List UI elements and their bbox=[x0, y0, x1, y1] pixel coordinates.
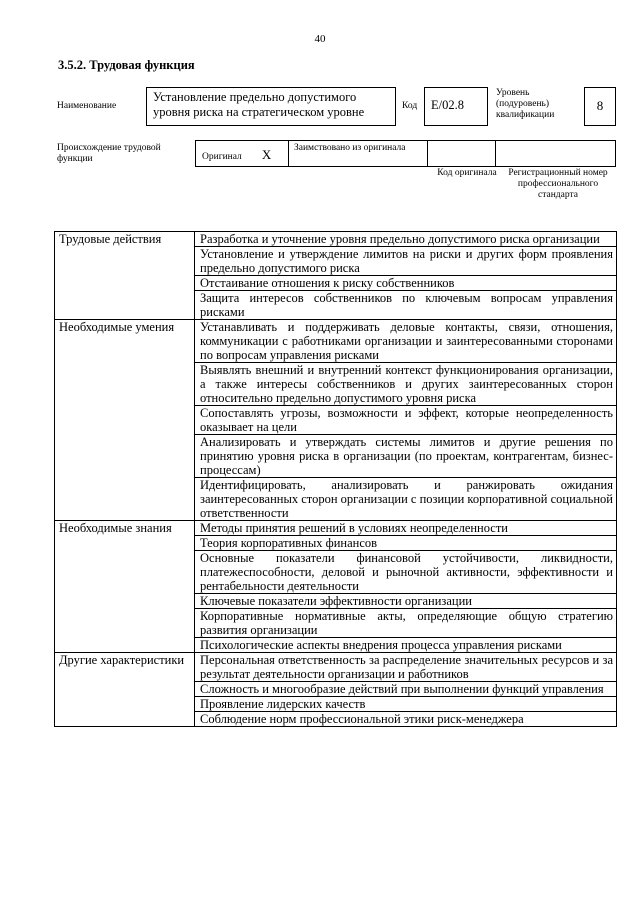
page-number: 40 bbox=[314, 33, 326, 45]
category-cell: Трудовые действия bbox=[55, 232, 195, 320]
origin-grid bbox=[195, 140, 616, 167]
function-code-box: E/02.8 bbox=[424, 87, 488, 126]
function-details-table bbox=[54, 231, 617, 727]
item-cell: Теория корпоративных финансов bbox=[195, 536, 617, 551]
item-cell: Ключевые показатели эффективности организации bbox=[195, 594, 617, 609]
origin-code-caption: Код оригинала bbox=[437, 168, 497, 178]
origin-original-mark: X bbox=[261, 147, 272, 162]
name-label: Наименование bbox=[57, 101, 117, 111]
category-cell: Необходимые знания bbox=[55, 521, 195, 653]
table-row bbox=[55, 653, 617, 682]
category-cell: Необходимые умения bbox=[55, 320, 195, 521]
qualification-level-box: 8 bbox=[584, 87, 616, 126]
origin-original-label: Оригинал bbox=[202, 152, 242, 162]
item-cell: Основные показатели финансовой устойчивости, ликвидности, платежеспособности, деловой и рыночной активности, эффективности и рентабельности деятельности bbox=[195, 551, 617, 594]
table-row bbox=[55, 320, 617, 363]
function-name-box: Установление предельно допустимого уровня риска на стратегическом уровне bbox=[146, 87, 396, 126]
item-cell: Идентифицировать, анализировать и ранжировать ожидания заинтересованных сторон организации с позиции корпоративной социальной ответственности bbox=[195, 478, 617, 521]
item-cell: Разработка и уточнение уровня предельно допустимого риска организации bbox=[195, 232, 617, 247]
origin-reg-number-cell bbox=[496, 141, 617, 166]
item-cell: Выявлять внешний и внутренний контекст функционирования организации, а также интересы собственников и других заинтересованных сторон относительно предельно допустимого уровня риска bbox=[195, 363, 617, 406]
origin-code-cell bbox=[428, 141, 496, 166]
item-cell: Методы принятия решений в условиях неопределенности bbox=[195, 521, 617, 536]
item-cell: Соблюдение норм профессиональной этики риск-менеджера bbox=[195, 712, 617, 727]
code-label: Код bbox=[402, 101, 418, 111]
item-cell: Психологические аспекты внедрения процесса управления рисками bbox=[195, 638, 617, 653]
item-cell: Проявление лидерских качеств bbox=[195, 697, 617, 712]
section-title: 3.5.2. Трудовая функция bbox=[58, 58, 195, 72]
item-cell: Персональная ответственность за распределение значительных ресурсов и за результат деятельности организации и работников bbox=[195, 653, 617, 682]
origin-label: Происхождение трудовой функции bbox=[57, 143, 161, 164]
item-cell: Отстаивание отношения к риску собственников bbox=[195, 276, 617, 291]
item-cell: Сопоставлять угрозы, возможности и эффект, которые неопределенность оказывает на цели bbox=[195, 406, 617, 435]
item-cell: Сложность и многообразие действий при выполнении функций управления bbox=[195, 682, 617, 697]
origin-borrowed-cell: Заимствовано из оригинала bbox=[289, 141, 428, 166]
item-cell: Защита интересов собственников по ключевым вопросам управления рисками bbox=[195, 291, 617, 320]
origin-original-cell bbox=[196, 141, 289, 166]
origin-reg-caption: Регистрационный номер профессионального стандарта bbox=[508, 168, 608, 200]
item-cell: Корпоративные нормативные акты, определяющие общую стратегию развития организации bbox=[195, 609, 617, 638]
item-cell: Установление и утверждение лимитов на риски и других форм проявления предельно допустимого риска bbox=[195, 247, 617, 276]
qualification-level-label: Уровень (подуровень) квалификации bbox=[496, 88, 555, 120]
category-cell: Другие характеристики bbox=[55, 653, 195, 727]
table-row bbox=[55, 521, 617, 536]
table-row bbox=[55, 232, 617, 247]
item-cell: Анализировать и утверждать системы лимитов и другие решения по принятию уровня риска в организации (по проектам, контрагентам, бизнес-процессам) bbox=[195, 435, 617, 478]
item-cell: Устанавливать и поддерживать деловые контакты, связи, отношения, коммуникации с работниками организации и заинтересованными сторонами по вопросам управления рисками bbox=[195, 320, 617, 363]
